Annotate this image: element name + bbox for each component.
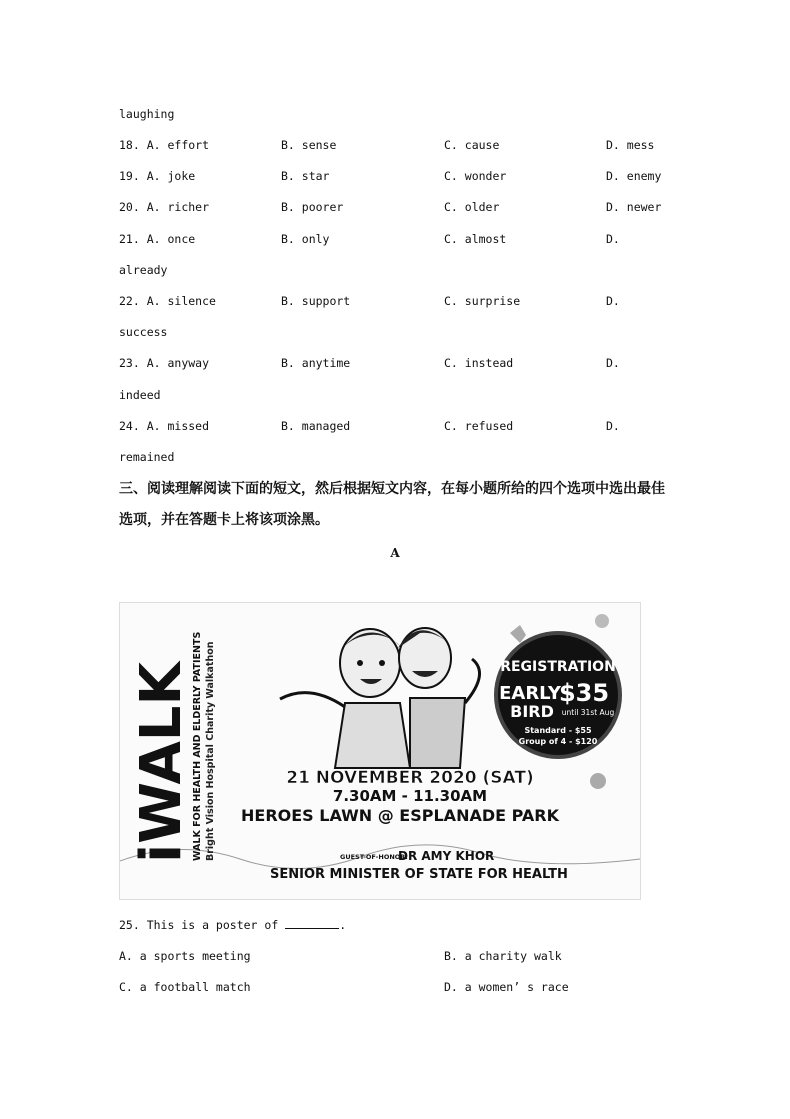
continuation-text: laughing	[119, 107, 175, 121]
badge-group: Group of 4 - $120	[518, 737, 598, 746]
question-row-19	[119, 168, 679, 184]
option-d: D.	[606, 356, 620, 370]
option-c: C. older	[444, 200, 500, 214]
option-c: C. wonder	[444, 169, 507, 183]
question-row-20	[119, 199, 679, 215]
answer-blank	[285, 918, 339, 929]
option-c: C. refused	[444, 419, 514, 433]
characters-illustration	[280, 628, 480, 768]
poster-guest-label: GUEST-OF-HONOR:	[340, 853, 408, 861]
poster-side-line2: Bright Vision Hospital Charity Walkathon	[205, 641, 216, 861]
hand-icon	[510, 625, 526, 643]
option-a: A. a sports meeting	[119, 949, 251, 963]
option-a: 24. A. missed	[119, 419, 210, 433]
question-25-row2	[119, 979, 679, 995]
question-row-18	[119, 137, 679, 153]
option-d: D.	[606, 419, 620, 433]
poster-guest-name: DR AMY KHOR	[398, 849, 495, 863]
logo-text: iWALK	[129, 662, 194, 863]
option-b: B. anytime	[281, 356, 351, 370]
bird-icon	[590, 773, 606, 789]
badge-bird: BIRD	[510, 702, 554, 721]
option-b: B. star	[281, 169, 330, 183]
option-a: 23. A. anyway	[119, 356, 210, 370]
option-c: C. cause	[444, 138, 500, 152]
poster-guest-title: SENIOR MINISTER OF STATE FOR HEALTH	[270, 867, 568, 882]
option-a: 21. A. once	[119, 232, 196, 246]
section-heading-line1: 三、阅读理解阅读下面的短文，然后根据短文内容，在每小题所给的四个选项中选出最佳	[119, 481, 665, 497]
option-d: D.	[606, 232, 620, 246]
option-d: D.	[606, 294, 620, 308]
poster-date: 21 NOVEMBER 2020 (SAT)	[286, 768, 534, 788]
option-a: 22. A. silence	[119, 294, 216, 308]
option-d-wrap-21: already	[119, 263, 168, 277]
option-c: C. surprise	[444, 294, 521, 308]
option-d: D. a women’ s race	[444, 980, 569, 994]
poster-venue: HEROES LAWN @ ESPLANADE PARK	[241, 806, 559, 825]
event-poster	[119, 602, 641, 900]
question-row-24	[119, 418, 679, 434]
badge-title: REGISTRATION	[500, 659, 616, 675]
option-a: 20. A. richer	[119, 200, 210, 214]
bird-icon	[595, 614, 609, 628]
option-a: 19. A. joke	[119, 169, 196, 183]
registration-badge	[496, 633, 620, 757]
section-heading-line2: 选项，并在答题卡上将该项涂黑。	[119, 512, 329, 528]
option-a: 18. A. effort	[119, 138, 210, 152]
option-d-wrap-24: remained	[119, 450, 175, 464]
option-b: B. poorer	[281, 200, 344, 214]
option-d: D. newer	[606, 200, 662, 214]
poster-side-line1: WALK FOR HEALTH AND ELDERLY PATIENTS	[192, 631, 203, 861]
option-c: C. a football match	[119, 980, 251, 994]
option-d-wrap-22: success	[119, 325, 168, 339]
badge-price: $35	[558, 679, 610, 707]
option-d: D. mess	[606, 138, 655, 152]
badge-standard: Standard - $55	[524, 726, 592, 735]
logo-group	[129, 632, 216, 863]
option-b: B. only	[281, 232, 330, 246]
question-row-21	[119, 231, 679, 247]
question-row-23	[119, 355, 679, 371]
option-c: C. instead	[444, 356, 514, 370]
option-b: B. a charity walk	[444, 949, 562, 963]
question-25-row1	[119, 948, 679, 964]
poster-time: 7.30AM - 11.30AM	[332, 787, 488, 805]
badge-until: until 31st Aug	[561, 708, 615, 717]
passage-label: A	[390, 546, 400, 560]
option-c: C. almost	[444, 232, 507, 246]
option-d: D. enemy	[606, 169, 662, 183]
question-row-22	[119, 293, 679, 309]
option-b: B. sense	[281, 138, 337, 152]
option-d-wrap-23: indeed	[119, 388, 161, 402]
poster-graphic	[120, 603, 640, 899]
badge-early: EARLY	[499, 683, 561, 704]
option-b: B. managed	[281, 419, 351, 433]
question-25-stem: 25. This is a poster of .	[119, 918, 347, 932]
option-b: B. support	[281, 294, 351, 308]
